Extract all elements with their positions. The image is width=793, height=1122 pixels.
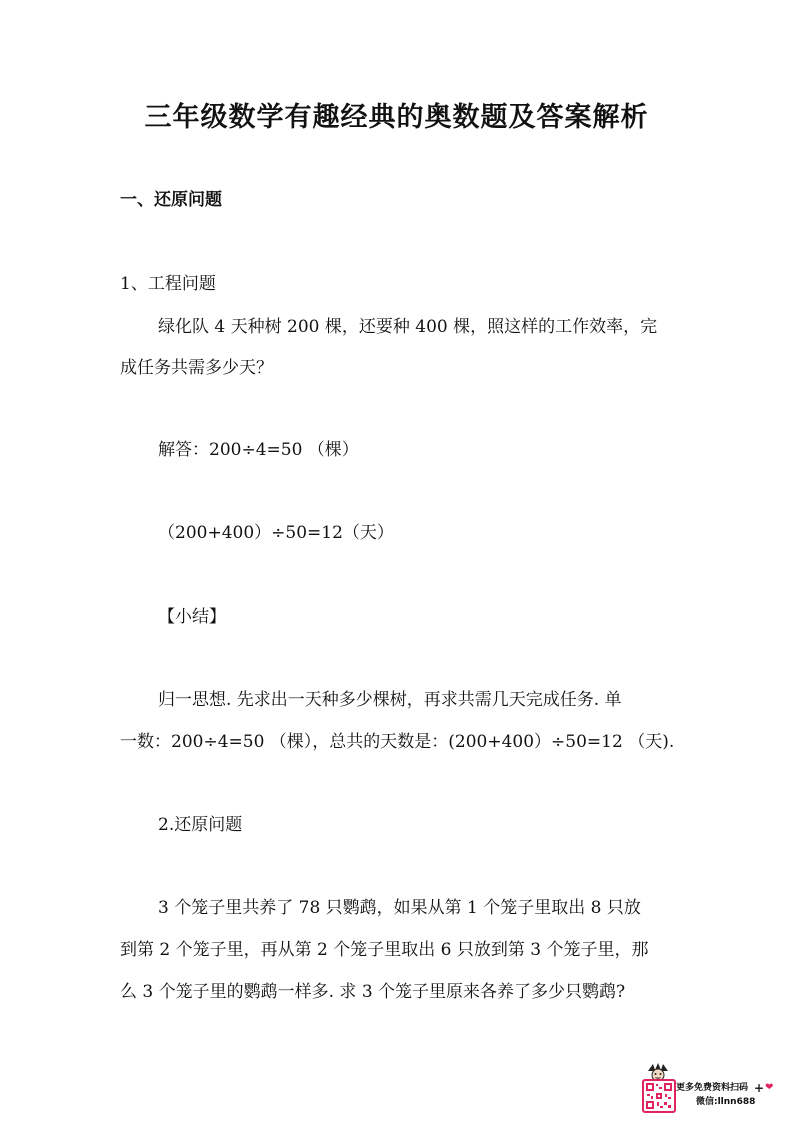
problem2-question-line2: 到第 2 个笼子里，再从第 2 个笼子里取出 6 只放到第 3 个笼子里，那	[120, 940, 649, 960]
wechat-text: 微信:llnn688	[696, 1097, 756, 1107]
problem1-answer-line2: （200+400）÷50=12（天）	[158, 523, 394, 543]
summary-label: 【小结】	[158, 607, 226, 627]
plus-icon: +	[754, 1081, 765, 1095]
problem1-question-line1: 绿化队 4 天种树 200 棵，还要种 400 棵，照这样的工作效率，完	[158, 317, 658, 337]
footer-promo	[638, 1062, 788, 1118]
qr-code-icon	[642, 1079, 676, 1113]
heart-icon: ❤	[765, 1082, 774, 1093]
summary-line1: 归一思想. 先求出一天种多少棵树，再求共需几天完成任务. 单	[158, 690, 622, 710]
problem1-heading: 1、工程问题	[120, 274, 216, 294]
page-title: 三年级数学有趣经典的奥数题及答案解析	[144, 102, 649, 133]
summary-line2: 一数：200÷4=50 （棵），总共的天数是：(200+400）÷50=12 （天).	[120, 732, 675, 752]
problem1-answer-line1: 解答：200÷4=50 （棵）	[158, 440, 359, 460]
problem2-heading: 2.还原问题	[158, 815, 243, 835]
problem2-question-line1: 3 个笼子里共养了 78 只鹦鹉，如果从第 1 个笼子里取出 8 只放	[158, 898, 641, 918]
problem1-question-line2: 成任务共需多少天？	[120, 358, 273, 378]
problem2-question-line3: 么 3 个笼子里的鹦鹉一样多. 求 3 个笼子里原来各养了多少只鹦鹉?	[120, 982, 626, 1002]
section-heading-restore: 一、还原问题	[120, 190, 222, 210]
promo-text: 更多免费资料扫码	[676, 1083, 749, 1093]
